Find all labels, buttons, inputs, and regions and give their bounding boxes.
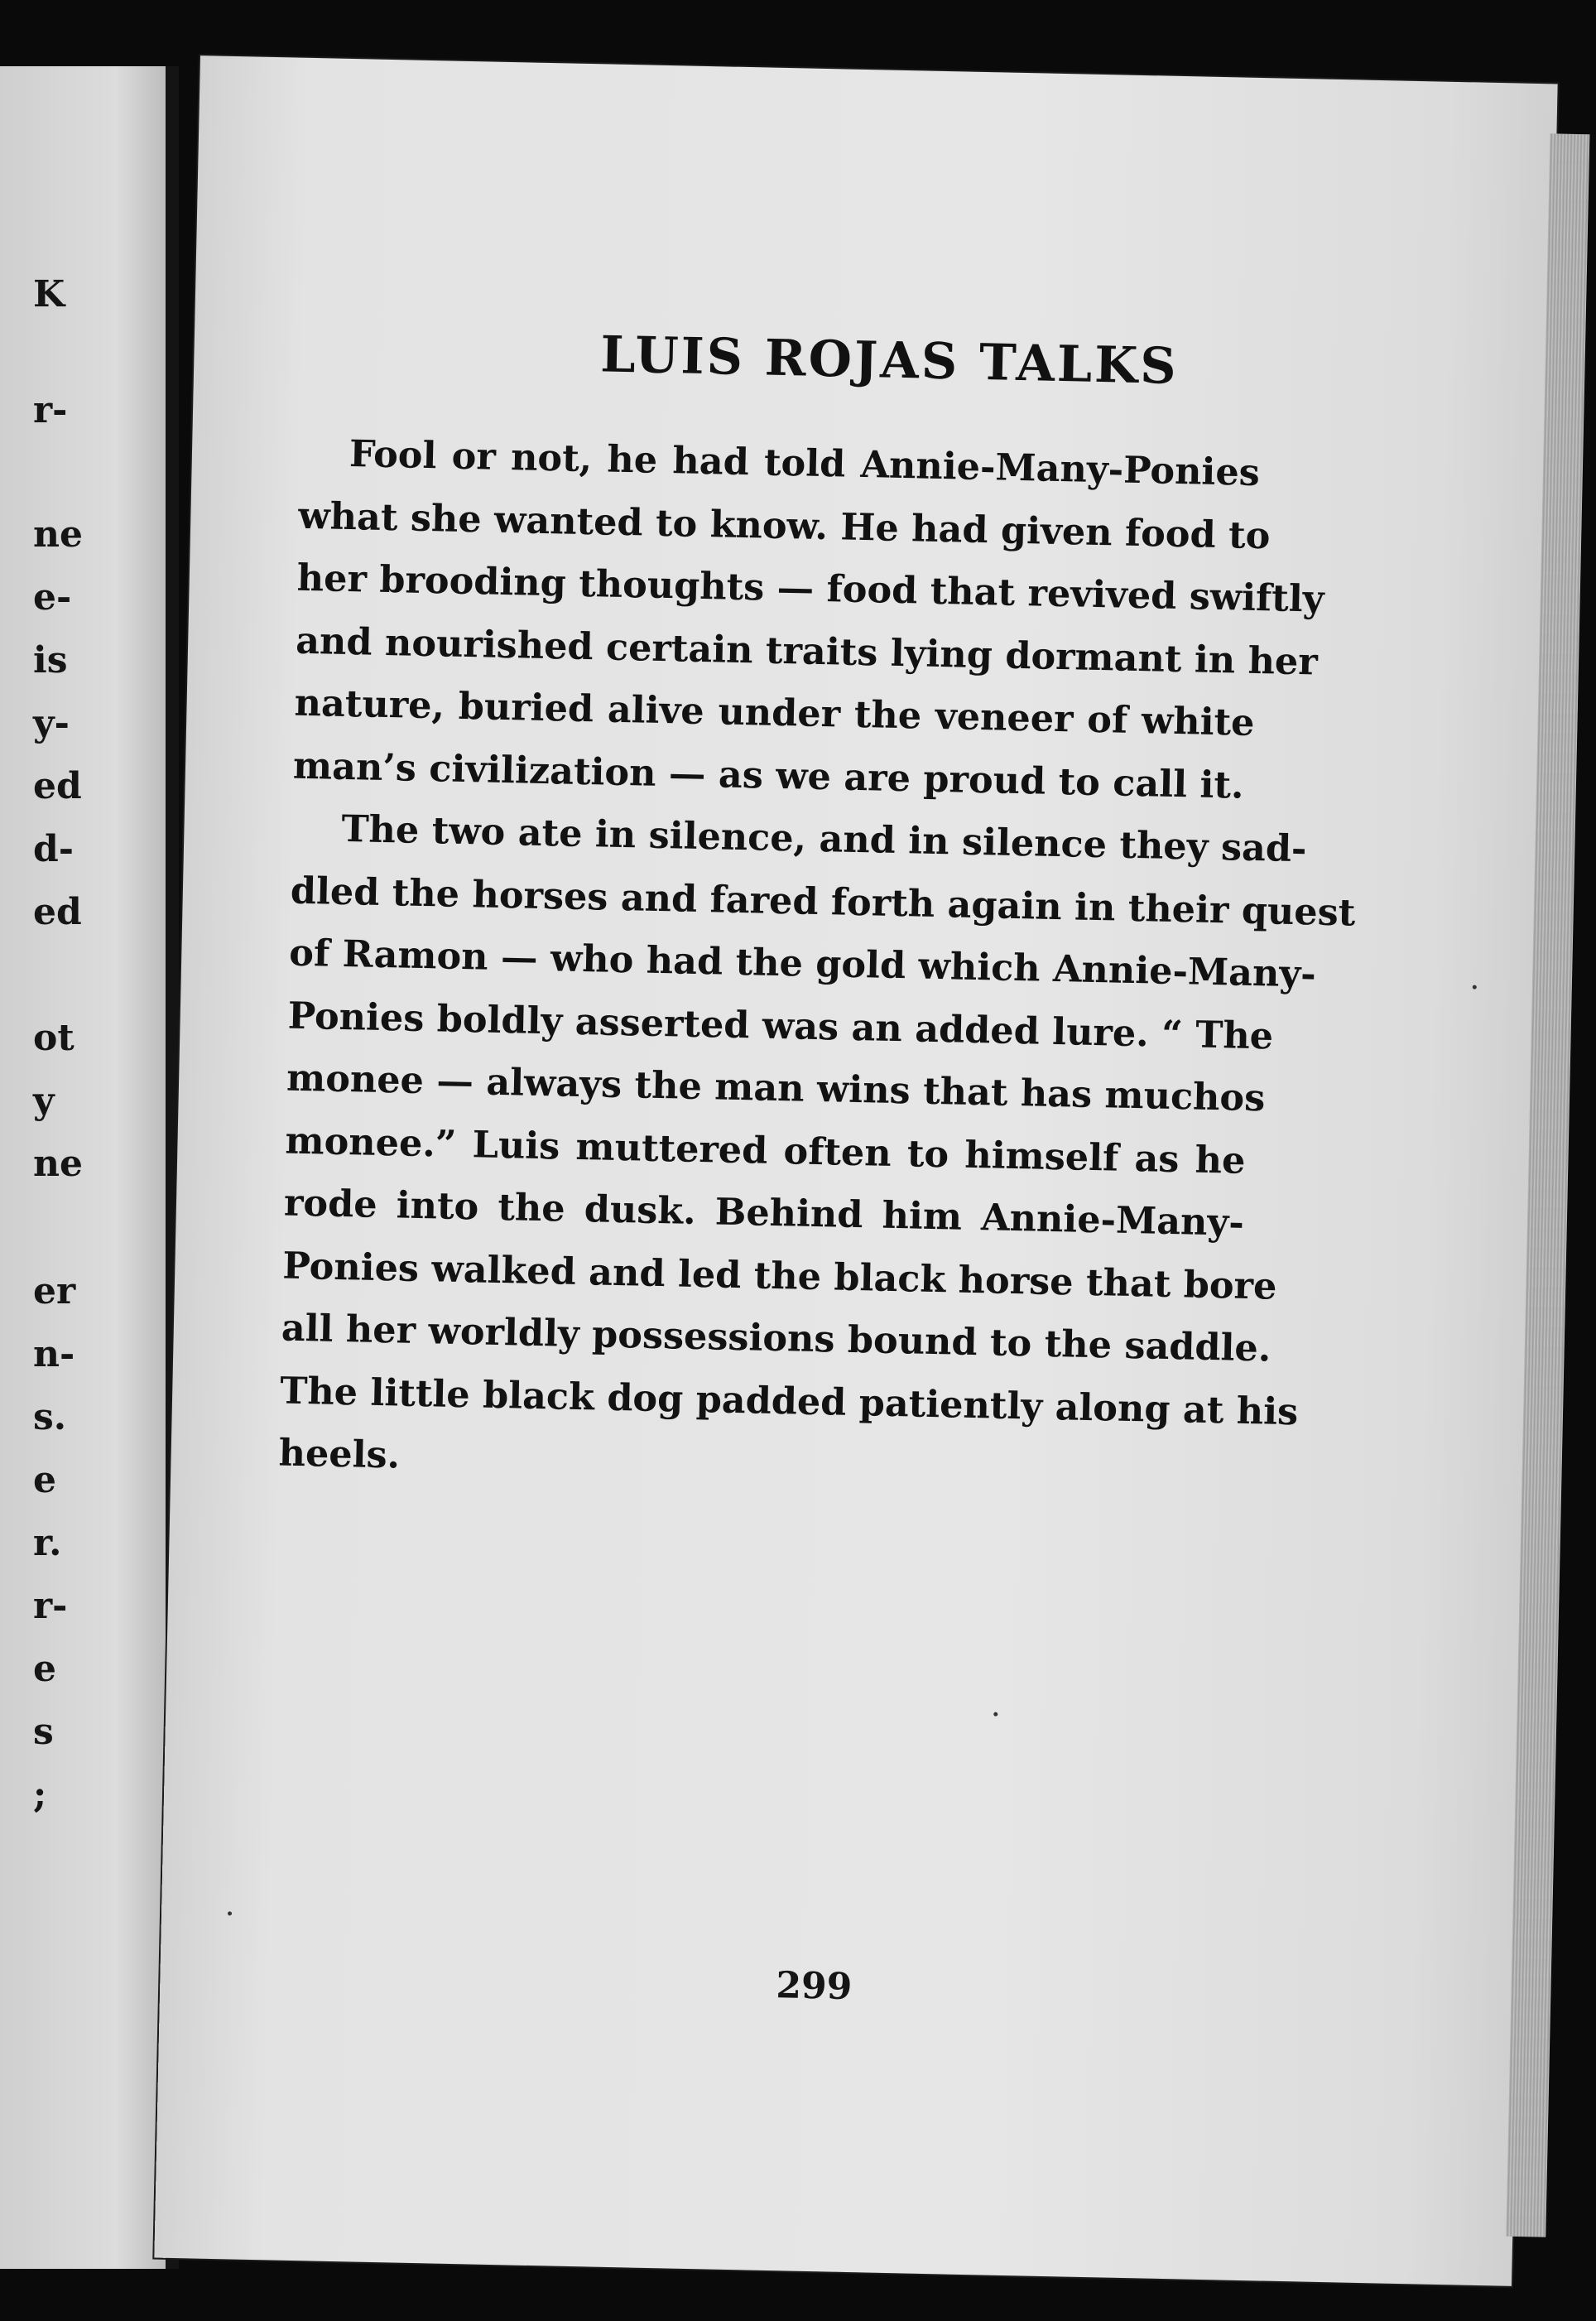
left-fragment: ot [33, 1017, 75, 1059]
left-fragment: is [33, 639, 68, 681]
left-fragment: r. [33, 1522, 62, 1564]
paper-speck [1473, 985, 1477, 990]
left-fragment: n- [33, 1333, 75, 1375]
text-line: all her worldly possessions bound to the saddle. [281, 1306, 1272, 1370]
left-fragment: e [33, 1459, 56, 1501]
text-line: Ponies boldly asserted was an added lure. “ The [287, 994, 1274, 1058]
text-line: man’s civilization — as we are proud to call it. [292, 744, 1245, 807]
left-fragment: r- [33, 1585, 68, 1627]
left-fragment: ; [33, 1774, 47, 1816]
book-page [154, 55, 1557, 2286]
left-fragment: e [33, 1648, 56, 1690]
left-fragment: K [33, 273, 65, 315]
text-line: monee — always the man wins that has muchos [286, 1056, 1266, 1120]
page-edges [1506, 133, 1589, 2237]
text-line: her brooding thoughts — food that revived swiftly [296, 556, 1325, 621]
body-text [278, 422, 1356, 1505]
text-line: monee.” Luis muttered often to himself as he [285, 1119, 1246, 1182]
left-fragment: er [33, 1270, 76, 1312]
paper-speck [228, 1911, 232, 1915]
left-fragment: y- [33, 702, 70, 744]
paper-speck [993, 1712, 997, 1717]
page-number: 299 [775, 1964, 853, 2009]
text-line: Fool or not, he had told Annie-Many-Ponies [349, 431, 1261, 495]
left-fragment: ed [33, 891, 82, 933]
left-fragment: ne [33, 1143, 83, 1185]
text-line: of Ramon — who had the gold which Annie-Many- [288, 931, 1317, 996]
text-line: and nourished certain traits lying dormant in her [295, 619, 1319, 684]
text-line: dled the horses and fared forth again in their quest [290, 869, 1356, 935]
left-fragment: ed [33, 765, 82, 807]
left-fragment: e- [33, 576, 72, 619]
left-fragment: d- [33, 828, 75, 870]
chapter-heading: LUIS ROJAS TALKS [599, 325, 1180, 396]
text-line: The little black dog padded patiently along at his [279, 1368, 1299, 1433]
text-line: Ponies walked and led the black horse that bore [281, 1244, 1277, 1308]
previous-page-edge [0, 66, 174, 2269]
text-line: what she wanted to know. He had given food to [297, 494, 1271, 557]
text-line: nature, buried alive under the veneer of white [294, 681, 1255, 744]
left-fragment: s. [33, 1396, 67, 1438]
left-fragment: r- [33, 389, 68, 431]
left-fragment: s [33, 1711, 54, 1753]
text-line: The two ate in silence, and in silence they sad- [340, 807, 1308, 871]
left-fragment: ne [33, 513, 83, 556]
left-fragment: y [33, 1080, 55, 1122]
text-line: rode into the dusk. Behind him Annie-Many- [283, 1181, 1245, 1245]
text-line: heels. [278, 1431, 401, 1477]
